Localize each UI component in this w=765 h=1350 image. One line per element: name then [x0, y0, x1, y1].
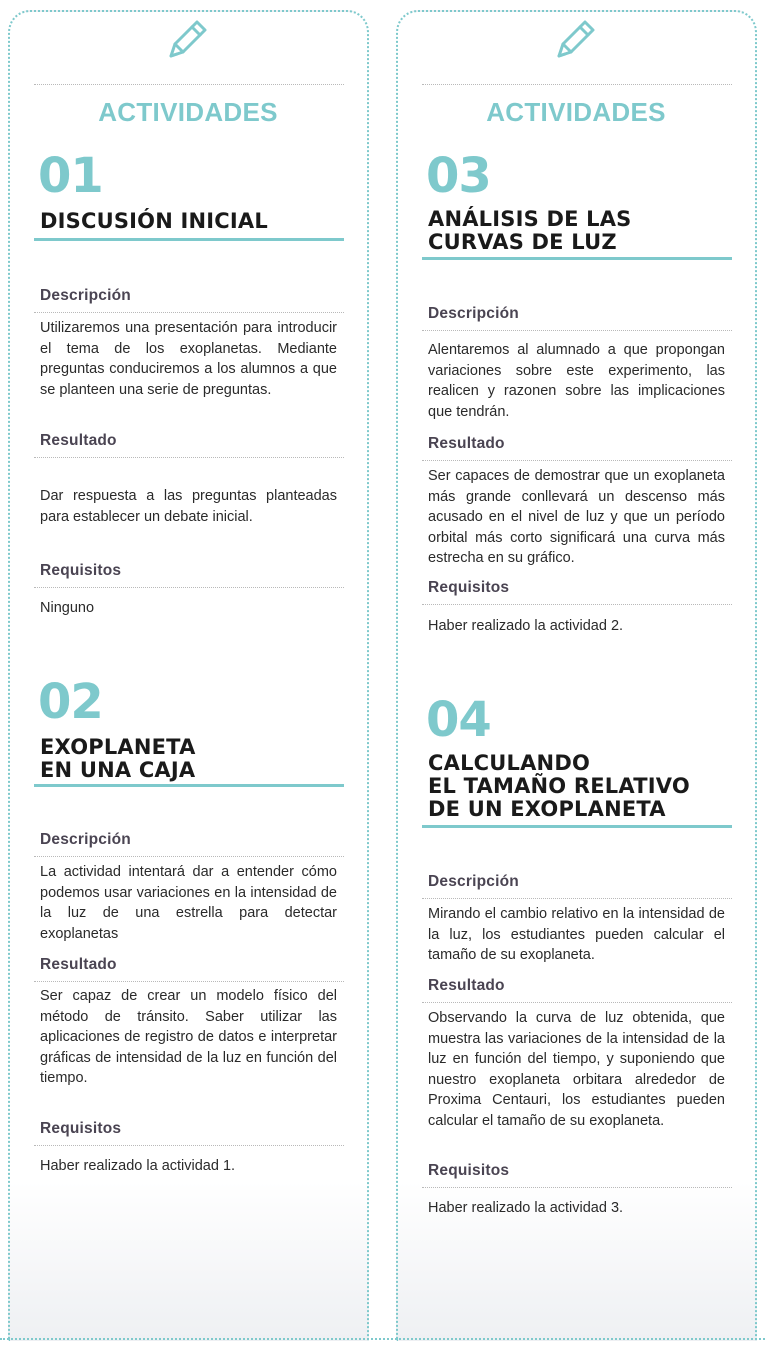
requirements-text: Ninguno: [40, 600, 95, 616]
activity-title: EXOPLANETA EN UNA CAJA: [40, 735, 196, 782]
title-underline: [422, 825, 732, 828]
divider: [422, 330, 732, 331]
requirements-text: Haber realizado la actividad 1.: [40, 1158, 236, 1174]
requirements-label: Requisitos: [40, 1120, 122, 1137]
activity-number: 01: [38, 148, 103, 204]
bottom-dotted-border: [0, 1338, 765, 1340]
activity-title: CALCULANDO EL TAMAÑO RELATIVO DE UN EXOPLANETA: [428, 751, 690, 821]
description-label: Descripción: [428, 305, 519, 322]
description-label: Descripción: [40, 287, 131, 304]
description-text: Alentaremos al alumnado a que propongan variaciones sobre este experimento, las realicen y razonen sobre las implicaciones que tendrán.: [428, 342, 725, 420]
description-text: Mirando el cambio relativo en la intensidad de la luz, los estudiantes pueden calcular el tamaño de su exoplaneta.: [428, 906, 725, 963]
activity-number: 02: [38, 674, 103, 730]
title-underline: [34, 784, 344, 787]
divider: [34, 1145, 344, 1146]
divider: [34, 587, 344, 588]
result-text: Dar respuesta a las preguntas planteadas para establecer un debate inicial.: [40, 488, 337, 525]
result-label: Resultado: [428, 977, 505, 994]
requirements-label: Requisitos: [428, 579, 510, 596]
requirements-label: Requisitos: [428, 1162, 510, 1179]
result-label: Resultado: [40, 432, 117, 449]
header-divider: [422, 84, 732, 85]
activity-number: 03: [426, 148, 491, 204]
activity-title: DISCUSIÓN INICIAL: [40, 209, 268, 233]
result-text: Observando la curva de luz obtenida, que muestra las variaciones de la intensidad de la luz en función del tiempo, y suponiendo que nuestro exoplaneta orbitara alrededor de Proxima Centauri, los estudiantes pueden calcular el tamaño de su exoplaneta.: [428, 1010, 725, 1129]
column-header: ACTIVIDADES: [98, 97, 278, 127]
requirements-text: Haber realizado la actividad 2.: [428, 618, 624, 634]
column-header: ACTIVIDADES: [486, 97, 666, 127]
activity-title: ANÁLISIS DE LAS CURVAS DE LUZ: [428, 207, 632, 254]
pencil-icon: [551, 14, 601, 64]
result-text: Ser capaz de crear un modelo físico del método de tránsito. Saber utilizar las aplicaciones de registro de datos e interpretar gráficas de intensidad de la luz en función del tiempo.: [40, 988, 337, 1086]
title-underline: [34, 238, 344, 241]
divider: [34, 856, 344, 857]
divider: [34, 981, 344, 982]
description-label: Descripción: [428, 873, 519, 890]
divider: [422, 460, 732, 461]
divider: [34, 457, 344, 458]
requirements-label: Requisitos: [40, 562, 122, 579]
title-underline: [422, 257, 732, 260]
description-text: Utilizaremos una presentación para introducir el tema de los exoplanetas. Mediante preguntas conduciremos a los alumnos a que se planteen una serie de preguntas.: [40, 320, 337, 398]
requirements-text: Haber realizado la actividad 3.: [428, 1200, 624, 1216]
result-label: Resultado: [428, 435, 505, 452]
divider: [422, 898, 732, 899]
result-text: Ser capaces de demostrar que un exoplaneta más grande conllevará un descenso más acusado en el nivel de luz y que un período orbital más corto significará una curva más estrecha en su gráfico.: [428, 468, 725, 566]
divider: [34, 312, 344, 313]
pencil-icon: [163, 14, 213, 64]
divider: [422, 1002, 732, 1003]
divider: [422, 604, 732, 605]
result-label: Resultado: [40, 956, 117, 973]
divider: [422, 1187, 732, 1188]
header-divider: [34, 84, 344, 85]
activity-number: 04: [426, 692, 491, 748]
description-label: Descripción: [40, 831, 131, 848]
description-text: La actividad intentará dar a entender cómo podemos usar variaciones en la intensidad de la luz de una estrella para detectar exoplanetas: [40, 864, 337, 942]
